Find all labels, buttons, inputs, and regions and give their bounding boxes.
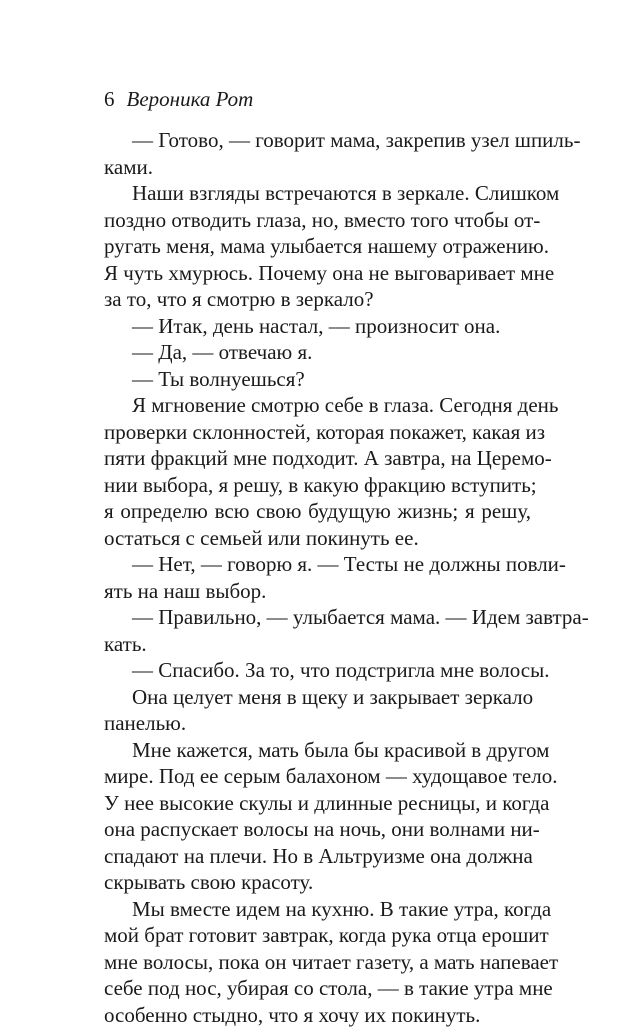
- body-text: [104, 127, 531, 1028]
- running-header: [104, 86, 253, 112]
- text-line: панелью.: [104, 710, 531, 737]
- page-number: 6: [104, 86, 115, 112]
- text-line: Наши взгляды встречаются в зеркале. Слишком: [104, 180, 531, 207]
- text-line: я определю всю свою будущую жизнь; я решу,: [104, 498, 531, 525]
- text-line: за то, что я смотрю в зеркало?: [104, 286, 531, 313]
- text-line: — Ты волнуешься?: [104, 366, 531, 393]
- text-line: — Итак, день настал, — произносит она.: [104, 313, 531, 340]
- text-line: ками.: [104, 154, 531, 181]
- text-line: себе под нос, убирая со стола, — в такие утра мне: [104, 975, 531, 1002]
- text-line: — Да, — отвечаю я.: [104, 339, 531, 366]
- text-line: Мне кажется, мать была бы красивой в другом: [104, 737, 531, 764]
- text-line: — Готово, — говорит мама, закрепив узел шпиль-: [104, 127, 531, 154]
- text-line: Она целует меня в щеку и закрывает зеркало: [104, 684, 531, 711]
- text-line: ять на наш выбор.: [104, 578, 531, 605]
- text-line: спадают на плечи. Но в Альтруизме она должна: [104, 843, 531, 870]
- text-line: Я мгновение смотрю себе в глаза. Сегодня день: [104, 392, 531, 419]
- text-line: — Нет, — говорю я. — Тесты не должны повли-: [104, 551, 531, 578]
- text-line: Мы вместе идем на кухню. В такие утра, когда: [104, 896, 531, 923]
- text-line: пяти фракций мне подходит. А завтра, на Церемо-: [104, 445, 531, 472]
- text-line: остаться с семьей или покинуть ее.: [104, 525, 531, 552]
- text-line: поздно отводить глаза, но, вместо того чтобы от-: [104, 207, 531, 234]
- text-line: скрывать свою красоту.: [104, 869, 531, 896]
- text-line: У нее высокие скулы и длинные ресницы, и когда: [104, 790, 531, 817]
- text-line: — Спасибо. За то, что подстригла мне волосы.: [104, 657, 531, 684]
- text-line: нии выбора, я решу, в какую фракцию вступить;: [104, 472, 531, 499]
- text-line: ругать меня, мама улыбается нашему отражению.: [104, 233, 531, 260]
- text-line: мой брат готовит завтрак, когда рука отца ерошит: [104, 922, 531, 949]
- text-line: мире. Под ее серым балахоном — худощавое тело.: [104, 763, 531, 790]
- text-line: Я чуть хмурюсь. Почему она не выговаривает мне: [104, 260, 531, 287]
- text-line: проверки склонностей, которая покажет, какая из: [104, 419, 531, 446]
- text-line: — Правильно, — улыбается мама. — Идем завтра-: [104, 604, 531, 631]
- text-line: она распускает волосы на ночь, они волнами ни-: [104, 816, 531, 843]
- running-head-author: Вероника Рот: [127, 87, 254, 111]
- text-line: мне волосы, пока он читает газету, а мать напевает: [104, 949, 531, 976]
- text-line: особенно стыдно, что я хочу их покинуть.: [104, 1002, 531, 1028]
- text-line: кать.: [104, 631, 531, 658]
